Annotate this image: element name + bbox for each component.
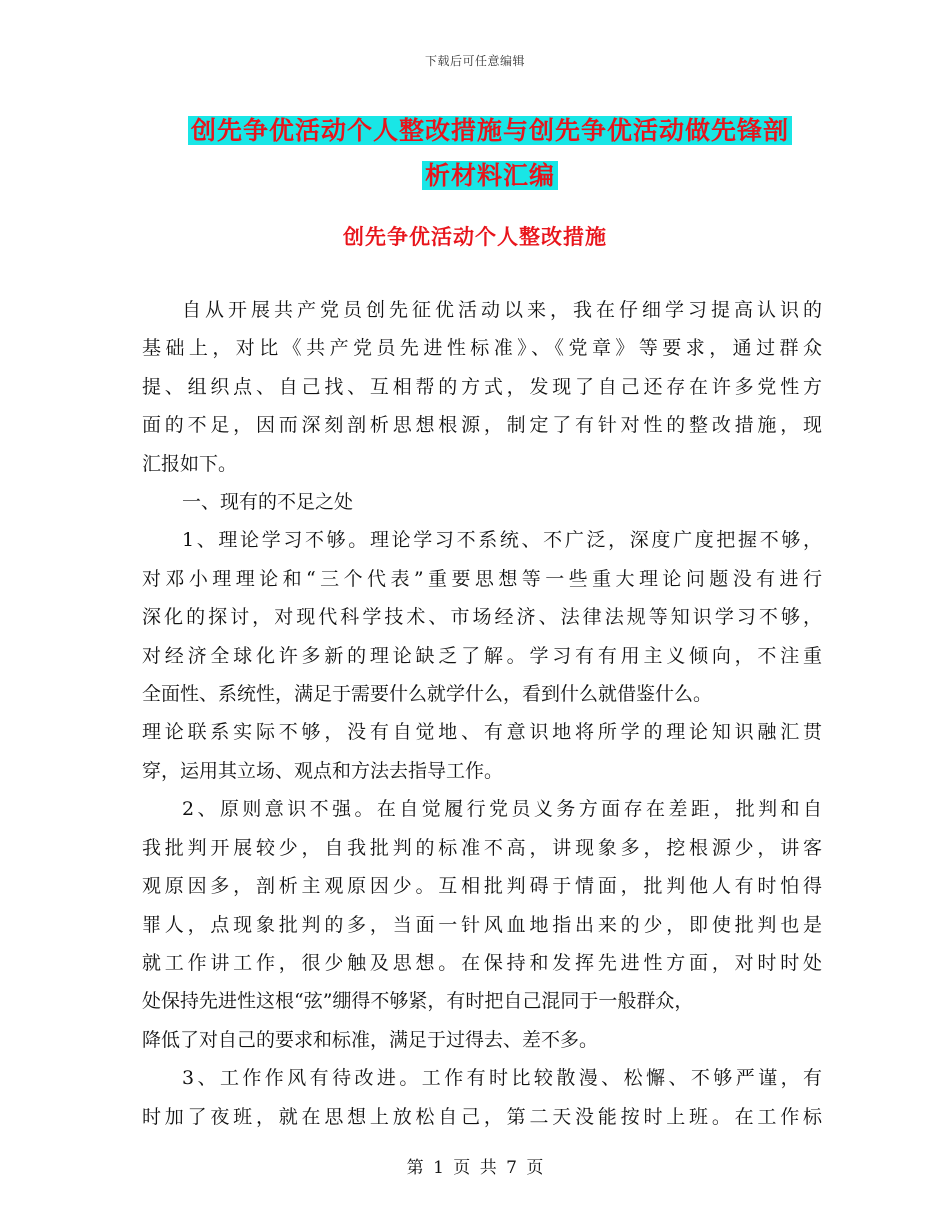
- page-number: 第 1 页 共 7 页: [406, 1158, 544, 1178]
- body-line: 理论联系实际不够，没有自觉地、有意识地将所学的理论知识融汇贯: [142, 721, 822, 744]
- body-line: 基础上，对比《共产党员先进性标准》、《党章》等要求，通过群众: [142, 337, 822, 360]
- body-line: 罪人，点现象批判的多，当面一针风血地指出来的少，即使批判也是: [142, 913, 822, 936]
- document-title: [140, 108, 840, 198]
- body-heading: 一、现有的不足之处: [182, 491, 354, 514]
- body-line: 面的不足，因而深刻剖析思想根源，制定了有针对性的整改措施，现: [142, 414, 822, 437]
- body-line: 穿，运用其立场、观点和方法去指导工作。: [142, 759, 504, 782]
- body-line: 处保持先进性这根“弦”绷得不够紧，有时把自己混同于一般群众，: [142, 990, 694, 1013]
- body-line: 我批判开展较少，自我批判的标准不高，讲现象多，挖根源少，讲客: [142, 836, 822, 859]
- section-title: 创先争优活动个人整改措施: [343, 224, 607, 249]
- body-line: 1、理论学习不够。理论学习不系统、不广泛，深度广度把握不够，: [182, 529, 822, 552]
- body-line: 汇报如下。: [142, 452, 238, 475]
- page-header-note: 下载后可任意编辑: [424, 54, 525, 68]
- document-title-line-1: [140, 108, 840, 153]
- body-line: 对经济全球化许多新的理论缺乏了解。学习有有用主义倾向，不注重: [142, 644, 822, 667]
- body-line: 深化的探讨，对现代科学技术、市场经济、法律法规等知识学习不够，: [142, 606, 822, 629]
- body-line: 全面性、系统性，满足于需要什么就学什么，看到什么就借鉴什么。: [142, 683, 713, 706]
- body-line: 就工作讲工作，很少触及思想。在保持和发挥先进性方面，对时时处: [142, 951, 822, 974]
- body-line: 提、组织点、自己找、互相帮的方式，发现了自己还存在许多党性方: [142, 375, 822, 398]
- document-body: [142, 291, 822, 1136]
- body-line: 降低了对自己的要求和标准，满足于过得去、差不多。: [142, 1028, 599, 1051]
- body-line: 观原因多，剖析主观原因少。互相批判碍于情面，批判他人有时怕得: [142, 875, 822, 898]
- body-line: 2、原则意识不强。在自觉履行党员义务方面存在差距，批判和自: [182, 798, 822, 821]
- body-line: 时加了夜班，就在思想上放松自己，第二天没能按时上班。在工作标: [142, 1105, 822, 1128]
- title-highlight-2: 析材料汇编: [422, 161, 558, 190]
- body-line: 自从开展共产党员创先征优活动以来，我在仔细学习提高认识的: [182, 299, 822, 321]
- document-title-line-2: [140, 153, 840, 198]
- body-line: 3、工作作风有待改进。工作有时比较散漫、松懈、不够严谨，有: [182, 1067, 822, 1090]
- title-highlight-1: 创先争优活动个人整改措施与创先争优活动做先锋剖: [188, 116, 792, 145]
- body-line: 对邓小理理论和“三个代表”重要思想等一些重大理论问题没有进行: [142, 567, 822, 590]
